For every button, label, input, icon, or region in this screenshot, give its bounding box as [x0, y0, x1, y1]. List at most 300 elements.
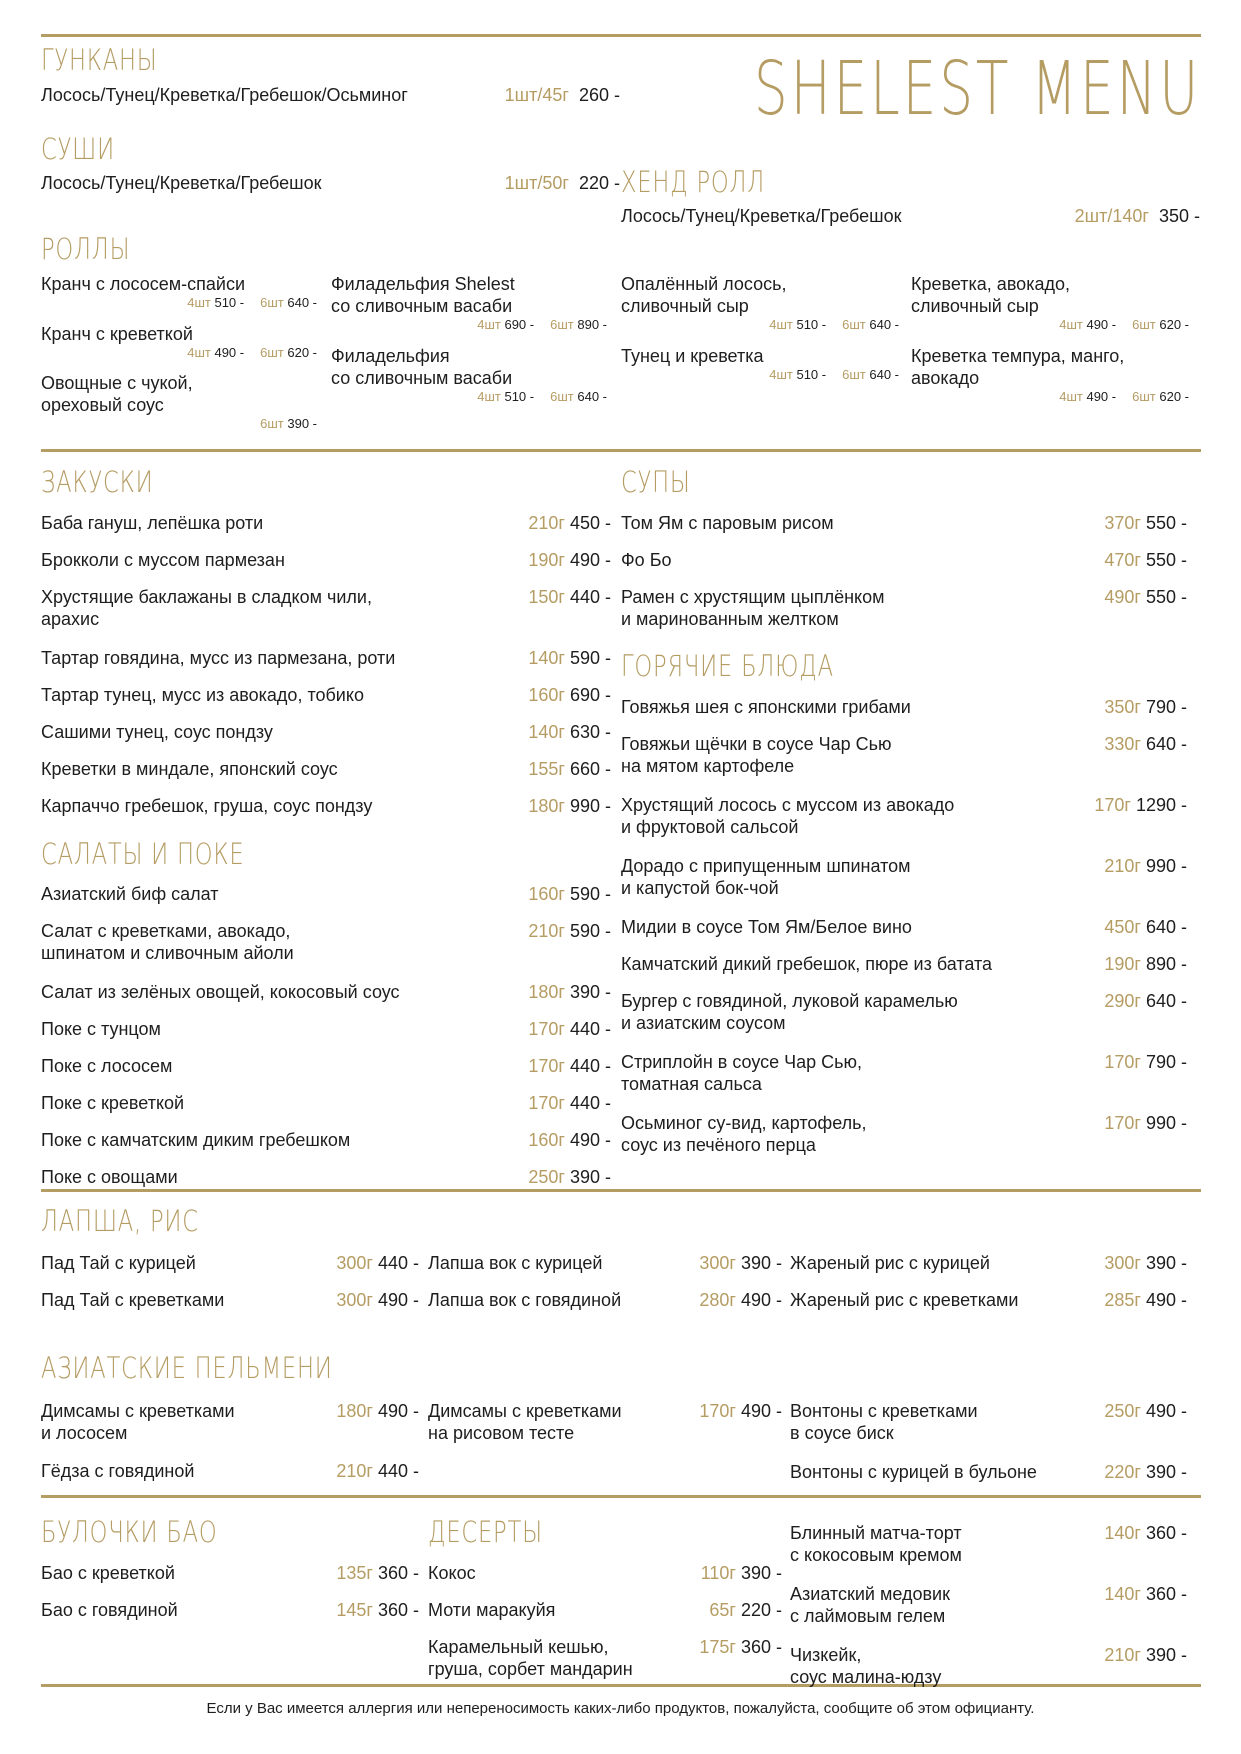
item-price: 550 -	[1145, 513, 1187, 533]
item-price-group	[336, 1252, 419, 1274]
item-price: 590 -	[569, 884, 611, 904]
menu-item	[790, 1252, 1187, 1274]
item-price-group	[1104, 990, 1187, 1012]
weight-6pc: 6шт	[1132, 389, 1156, 404]
item-weight: 250г	[1104, 1401, 1141, 1421]
menu-item	[428, 1636, 782, 1680]
item-weight: 140г	[528, 648, 565, 668]
item-name: Азиатский медовик с лаймовым гелем	[790, 1584, 950, 1626]
item-price: 390 -	[1145, 1645, 1187, 1665]
item-price-group	[1094, 794, 1187, 816]
item-weight: 210г	[1104, 856, 1141, 876]
weight-4pc: 4шт	[1059, 317, 1083, 332]
item-weight: 1шт/45г	[504, 85, 569, 105]
item-price: 390 -	[740, 1563, 782, 1583]
item-weight: 170г	[1104, 1113, 1141, 1133]
item-price-group	[709, 1599, 782, 1621]
item-price-group	[1104, 1583, 1187, 1605]
item-weight: 300г	[1104, 1253, 1141, 1273]
item-name: Филадельфия со сливочным васаби	[331, 346, 513, 388]
item-name: Димсамы с креветками и лососем	[41, 1401, 235, 1443]
roll-prices	[1059, 317, 1189, 333]
roll-item	[331, 273, 607, 332]
item-price: 450 -	[569, 513, 611, 533]
price-4pc: 490 -	[1086, 317, 1117, 332]
item-price: 990 -	[1145, 856, 1187, 876]
menu-item	[41, 1092, 611, 1114]
menu-item	[621, 916, 1187, 938]
item-price: 440 -	[377, 1253, 419, 1273]
weight-6pc: 6шт	[842, 367, 866, 382]
item-weight: 155г	[528, 759, 565, 779]
item-price-group	[528, 721, 611, 743]
item-weight: 170г	[528, 1056, 565, 1076]
item-price: 390 -	[1145, 1253, 1187, 1273]
menu-item	[621, 549, 1187, 571]
item-weight: 135г	[336, 1563, 373, 1583]
item-weight: 140г	[528, 722, 565, 742]
section-title-noodles: ЛАПША, РИС	[41, 1204, 199, 1238]
item-name: Поке с овощами	[41, 1167, 178, 1187]
item-weight: 450г	[1104, 917, 1141, 937]
item-price-group	[528, 1055, 611, 1077]
price-6pc: 620 -	[287, 345, 317, 360]
item-price: 590 -	[569, 648, 611, 668]
price-6pc: 640 -	[287, 295, 317, 310]
brand-title: SHELEST MENU	[753, 46, 1201, 132]
section-title-hot: ГОРЯЧИЕ БЛЮДА	[621, 649, 834, 683]
roll-item	[41, 372, 317, 431]
item-price-group	[699, 1400, 782, 1422]
item-name: Азиатский биф салат	[41, 884, 219, 904]
item-price: 490 -	[569, 550, 611, 570]
item-name: Филадельфия Shelest со сливочным васаби	[331, 274, 515, 316]
item-name: Хрустящие баклажаны в сладком чили, арахис	[41, 587, 372, 629]
menu-item	[41, 172, 620, 194]
menu-item	[621, 794, 1187, 838]
item-weight: 210г	[528, 513, 565, 533]
item-price-group	[528, 1129, 611, 1151]
menu-item	[41, 1289, 419, 1311]
item-price-group	[528, 1166, 611, 1188]
item-price-group	[1104, 549, 1187, 571]
item-weight: 170г	[528, 1093, 565, 1113]
item-price: 360 -	[1145, 1523, 1187, 1543]
item-name: Кранч с креветкой	[41, 324, 193, 344]
item-weight: 145г	[336, 1600, 373, 1620]
menu-item	[790, 1644, 1187, 1688]
section-title-bao: БУЛОЧКИ БАО	[41, 1515, 218, 1549]
weight-4pc: 4шт	[1059, 389, 1083, 404]
menu-item	[621, 586, 1187, 630]
item-name: Кранч с лососем-спайси	[41, 274, 246, 294]
item-weight: 470г	[1104, 550, 1141, 570]
item-name: Бао с креветкой	[41, 1563, 175, 1583]
item-price-group	[528, 586, 611, 608]
item-price-group	[336, 1562, 419, 1584]
menu-item	[41, 758, 611, 780]
item-weight: 160г	[528, 685, 565, 705]
item-price-group	[528, 981, 611, 1003]
roll-prices	[477, 317, 607, 333]
item-name: Брокколи с муссом пармезан	[41, 550, 285, 570]
item-price: 790 -	[1145, 697, 1187, 717]
item-name: Тунец и креветка	[621, 346, 764, 366]
item-weight: 160г	[528, 1130, 565, 1150]
price-4pc: 490 -	[214, 345, 245, 360]
item-price: 220 -	[740, 1600, 782, 1620]
price-4pc: 490 -	[1086, 389, 1117, 404]
item-price: 890 -	[1145, 954, 1187, 974]
item-name: Рамен с хрустящим цыплёнком и маринованным желтком	[621, 587, 885, 629]
menu-item	[790, 1583, 1187, 1627]
item-price: 490 -	[740, 1290, 782, 1310]
item-price: 360 -	[1145, 1584, 1187, 1604]
item-name: Лапша вок с говядиной	[428, 1290, 622, 1310]
menu-item	[41, 721, 611, 743]
price-4pc: 690 -	[504, 317, 535, 332]
item-price-group	[1075, 205, 1200, 227]
item-price-group	[1104, 953, 1187, 975]
item-price: 550 -	[1145, 587, 1187, 607]
item-name: Тартар говядина, мусс из пармезана, роти	[41, 648, 396, 668]
menu-item	[41, 586, 611, 630]
item-weight: 170г	[1094, 795, 1131, 815]
menu-item	[621, 696, 1187, 718]
item-name: Дорадо с припущенным шпинатом и капустой бок-чой	[621, 856, 911, 898]
item-name: Вонтоны с курицей в бульоне	[790, 1462, 1037, 1482]
section-title-rolls: РОЛЛЫ	[41, 232, 131, 266]
item-price: 390 -	[569, 1167, 611, 1187]
menu-item	[41, 883, 611, 905]
menu-item	[41, 920, 611, 964]
item-name: Поке с лососем	[41, 1056, 173, 1076]
menu-item	[41, 684, 611, 706]
weight-4pc: 4шт	[769, 317, 793, 332]
menu-item	[41, 1055, 611, 1077]
weight-4pc: 4шт	[187, 345, 211, 360]
item-price-group	[336, 1289, 419, 1311]
price-6pc: 390 -	[287, 416, 317, 431]
item-weight: 280г	[699, 1290, 736, 1310]
item-price-group	[1104, 586, 1187, 608]
item-price: 390 -	[740, 1253, 782, 1273]
menu-item	[41, 1166, 611, 1188]
item-price: 640 -	[1145, 991, 1187, 1011]
price-6pc: 640 -	[869, 317, 899, 332]
item-weight: 210г	[336, 1461, 373, 1481]
weight-6pc: 6шт	[260, 295, 284, 310]
item-name: Жареный рис с креветками	[790, 1290, 1019, 1310]
menu-item	[41, 549, 611, 571]
weight-6pc: 6шт	[1132, 317, 1156, 332]
menu-item	[428, 1562, 782, 1584]
menu-item	[621, 512, 1187, 534]
item-price: 440 -	[569, 1056, 611, 1076]
roll-item	[41, 323, 317, 360]
item-price-group	[1104, 1051, 1187, 1073]
item-weight: 150г	[528, 587, 565, 607]
menu-item	[790, 1522, 1187, 1566]
item-weight: 370г	[1104, 513, 1141, 533]
item-price: 790 -	[1145, 1052, 1187, 1072]
item-price-group	[699, 1636, 782, 1658]
item-price-group	[1104, 1522, 1187, 1544]
item-price-group	[1104, 1461, 1187, 1483]
item-price: 390 -	[1145, 1462, 1187, 1482]
item-price-group	[1104, 855, 1187, 877]
item-weight: 220г	[1104, 1462, 1141, 1482]
item-weight: 210г	[1104, 1645, 1141, 1665]
item-name: Том Ям с паровым рисом	[621, 513, 834, 533]
menu-item	[621, 855, 1187, 899]
roll-item	[41, 273, 317, 310]
item-price-group	[1104, 733, 1187, 755]
item-price-group	[1104, 1644, 1187, 1666]
roll-prices	[477, 389, 607, 405]
item-weight: 2шт/140г	[1074, 206, 1149, 226]
item-name: Жареный рис с курицей	[790, 1253, 990, 1273]
item-price-group	[699, 1289, 782, 1311]
price-4pc: 510 -	[504, 389, 535, 404]
menu-item	[621, 1112, 1187, 1156]
item-weight: 330г	[1104, 734, 1141, 754]
item-name: Камчатский дикий гребешок, пюре из батата	[621, 954, 993, 974]
menu-item	[621, 990, 1187, 1034]
roll-prices	[260, 416, 317, 432]
divider-1	[41, 449, 1201, 452]
item-price: 490 -	[569, 1130, 611, 1150]
roll-item	[911, 345, 1189, 404]
item-price-group	[1104, 512, 1187, 534]
item-name: Лосось/Тунец/Креветка/Гребешок/Осьминог	[41, 85, 408, 105]
menu-item	[790, 1400, 1187, 1444]
item-price: 690 -	[569, 685, 611, 705]
item-name: Салат с креветками, авокадо, шпинатом и сливочным айоли	[41, 921, 294, 963]
item-price: 220 -	[578, 173, 620, 193]
item-price-group	[505, 172, 620, 194]
item-name: Поке с камчатским диким гребешком	[41, 1130, 351, 1150]
item-price: 440 -	[377, 1461, 419, 1481]
roll-prices	[769, 367, 899, 383]
item-name: Говяжья шея с японскими грибами	[621, 697, 911, 717]
item-price-group	[528, 684, 611, 706]
item-name: Бургер с говядиной, луковой карамелью и азиатским соусом	[621, 991, 958, 1033]
item-name: Сашими тунец, соус пондзу	[41, 722, 273, 742]
item-name: Говяжьи щёчки в соусе Чар Сью на мятом картофеле	[621, 734, 892, 776]
item-price: 490 -	[377, 1401, 419, 1421]
item-price-group	[528, 1018, 611, 1040]
section-title-hand-roll: ХЕНД РОЛЛ	[621, 165, 766, 199]
item-weight: 170г	[528, 1019, 565, 1039]
item-weight: 110г	[700, 1563, 736, 1583]
price-6pc: 890 -	[577, 317, 607, 332]
section-title-soups: СУПЫ	[621, 465, 691, 499]
item-name: Фо Бо	[621, 550, 672, 570]
roll-prices	[187, 295, 317, 311]
menu-item	[41, 981, 611, 1003]
weight-4pc: 4шт	[769, 367, 793, 382]
menu-item	[41, 795, 611, 817]
section-title-sushi: СУШИ	[41, 132, 115, 166]
item-price: 260 -	[578, 85, 620, 105]
item-name: Поке с креветкой	[41, 1093, 185, 1113]
roll-prices	[187, 345, 317, 361]
item-name: Креветка, авокадо, сливочный сыр	[911, 274, 1070, 316]
item-price-group	[1104, 1400, 1187, 1422]
menu-item	[41, 1460, 419, 1482]
item-price-group	[505, 84, 620, 106]
item-weight: 65г	[709, 1600, 736, 1620]
item-price: 440 -	[569, 1019, 611, 1039]
item-name: Лосось/Тунец/Креветка/Гребешок	[41, 173, 322, 193]
item-weight: 350г	[1104, 697, 1141, 717]
item-price-group	[336, 1460, 419, 1482]
item-price: 660 -	[569, 759, 611, 779]
item-price-group	[336, 1599, 419, 1621]
roll-item	[621, 345, 899, 382]
item-price: 490 -	[377, 1290, 419, 1310]
item-name: Баба гануш, лепёшка роти	[41, 513, 264, 533]
item-price-group	[1104, 1289, 1187, 1311]
roll-prices	[1059, 389, 1189, 405]
item-price: 990 -	[1145, 1113, 1187, 1133]
item-weight: 140г	[1104, 1584, 1141, 1604]
section-title-gunkany: ГУНКАНЫ	[41, 43, 158, 77]
item-name: Блинный матча-торт с кокосовым кремом	[790, 1523, 962, 1565]
item-price: 640 -	[1145, 917, 1187, 937]
item-price-group	[1104, 696, 1187, 718]
item-price: 590 -	[569, 921, 611, 941]
menu-item	[41, 1599, 419, 1621]
item-price-group	[336, 1400, 419, 1422]
price-4pc: 510 -	[796, 317, 827, 332]
menu-item	[41, 647, 611, 669]
item-price: 990 -	[569, 796, 611, 816]
item-weight: 170г	[699, 1401, 736, 1421]
price-6pc: 620 -	[1159, 317, 1189, 332]
item-price-group	[528, 758, 611, 780]
weight-6pc: 6шт	[842, 317, 866, 332]
item-name: Гёдза с говядиной	[41, 1461, 195, 1481]
item-price: 630 -	[569, 722, 611, 742]
item-name: Кокос	[428, 1563, 476, 1583]
item-weight: 300г	[336, 1253, 373, 1273]
item-weight: 290г	[1104, 991, 1141, 1011]
weight-6pc: 6шт	[550, 317, 574, 332]
weight-4pc: 4шт	[477, 389, 501, 404]
item-price-group	[528, 920, 611, 942]
item-name: Лосось/Тунец/Креветка/Гребешок	[621, 206, 902, 226]
menu-item	[428, 1289, 782, 1311]
item-weight: 180г	[528, 982, 565, 1002]
menu-item	[428, 1400, 782, 1444]
top-divider	[41, 34, 1201, 37]
section-title-dumplings: АЗИАТСКИЕ ПЕЛЬМЕНИ	[41, 1351, 333, 1385]
item-name: Креветка темпура, манго, авокадо	[911, 346, 1125, 388]
item-name: Хрустящий лосось с муссом из авокадо и фруктовой сальсой	[621, 795, 955, 837]
price-6pc: 640 -	[577, 389, 607, 404]
menu-item	[790, 1289, 1187, 1311]
item-price: 640 -	[1145, 734, 1187, 754]
item-price: 360 -	[377, 1600, 419, 1620]
item-name: Салат из зелёных овощей, кокосовый соус	[41, 982, 400, 1002]
menu-item	[41, 1018, 611, 1040]
roll-item	[331, 345, 607, 404]
menu-item	[41, 512, 611, 534]
item-weight: 285г	[1104, 1290, 1141, 1310]
item-price: 490 -	[1145, 1290, 1187, 1310]
item-price-group	[1104, 1252, 1187, 1274]
menu-item	[41, 1252, 419, 1274]
price-4pc: 510 -	[796, 367, 827, 382]
item-price-group	[528, 512, 611, 534]
item-price: 350 -	[1158, 206, 1200, 226]
item-price-group	[528, 795, 611, 817]
item-name: Пад Тай с креветками	[41, 1290, 225, 1310]
menu-item	[621, 953, 1187, 975]
item-weight: 140г	[1104, 1523, 1141, 1543]
weight-4pc: 4шт	[477, 317, 501, 332]
item-name: Вонтоны с креветками в соусе биск	[790, 1401, 978, 1443]
item-weight: 190г	[1104, 954, 1141, 974]
section-title-salads: САЛАТЫ И ПОКЕ	[41, 837, 245, 871]
item-weight: 175г	[699, 1637, 736, 1657]
weight-4pc: 4шт	[187, 295, 211, 310]
item-price-group	[528, 883, 611, 905]
item-price: 490 -	[1145, 1401, 1187, 1421]
weight-6pc: 6шт	[260, 345, 284, 360]
item-name: Лапша вок с курицей	[428, 1253, 603, 1273]
divider-3	[41, 1495, 1201, 1498]
item-name: Бао с говядиной	[41, 1600, 178, 1620]
item-name: Чизкейк, соус малина-юдзу	[790, 1645, 942, 1687]
item-price: 440 -	[569, 587, 611, 607]
item-weight: 300г	[699, 1253, 736, 1273]
item-price: 490 -	[740, 1401, 782, 1421]
item-weight: 1шт/50г	[504, 173, 569, 193]
menu-item	[41, 1562, 419, 1584]
roll-item	[621, 273, 899, 332]
item-name: Моти маракуйя	[428, 1600, 556, 1620]
weight-6pc: 6шт	[550, 389, 574, 404]
item-price: 550 -	[1145, 550, 1187, 570]
menu-item	[621, 733, 1187, 777]
item-name: Карпаччо гребешок, груша, соус пондзу	[41, 796, 373, 816]
item-name: Тартар тунец, мусс из авокадо, тобико	[41, 685, 364, 705]
roll-item	[911, 273, 1189, 332]
price-6pc: 640 -	[869, 367, 899, 382]
item-weight: 210г	[528, 921, 565, 941]
item-name: Мидии в соусе Том Ям/Белое вино	[621, 917, 912, 937]
item-name: Креветки в миндале, японский соус	[41, 759, 338, 779]
item-weight: 160г	[528, 884, 565, 904]
item-name: Пад Тай с курицей	[41, 1253, 196, 1273]
item-price-group	[1104, 916, 1187, 938]
item-weight: 250г	[528, 1167, 565, 1187]
menu-item	[621, 205, 1200, 227]
menu-item	[790, 1461, 1187, 1483]
item-name: Опалённый лосось, сливочный сыр	[621, 274, 787, 316]
price-6pc: 620 -	[1159, 389, 1189, 404]
item-weight: 300г	[336, 1290, 373, 1310]
item-price-group	[1104, 1112, 1187, 1134]
menu-item	[41, 1400, 419, 1444]
item-weight: 170г	[1104, 1052, 1141, 1072]
roll-prices	[769, 317, 899, 333]
menu-item	[621, 1051, 1187, 1095]
section-title-desserts: ДЕСЕРТЫ	[428, 1515, 543, 1549]
